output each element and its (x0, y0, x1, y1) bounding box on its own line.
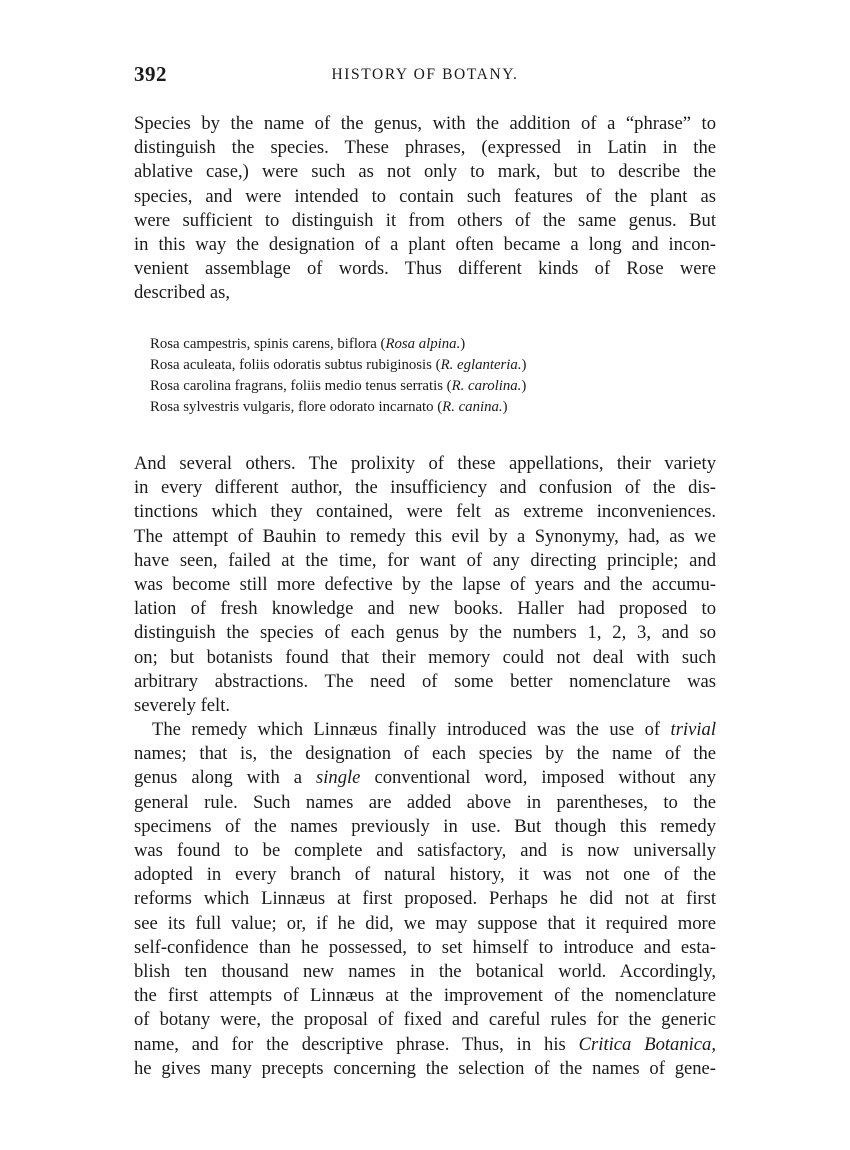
text-line: The attempt of Bauhin to remedy this evil by a Synonymy, had, as we (134, 525, 716, 547)
rose-example: Rosa sylvestris vulgaris, flore odorato incarnato (R. canina.) (150, 399, 508, 415)
rose-examples-list (150, 334, 690, 418)
running-head (134, 62, 716, 88)
rose-example: Rosa campestris, spinis carens, biflora (Rosa alpina.) (150, 336, 466, 352)
text-line: he gives many precepts concerning the selection of the names of gene- (134, 1057, 716, 1079)
text-line: distinguish the species of each genus by the numbers 1, 2, 3, and so (134, 622, 716, 644)
text-line: adopted in every branch of natural history, it was not one of the (134, 864, 716, 886)
text-line: specimens of the names previously in use. But though this remedy (134, 815, 716, 837)
text-line: in this way the designation of a plant often became a long and incon- (134, 233, 716, 255)
running-title: HISTORY OF BOTANY. (331, 66, 519, 83)
text-line: arbitrary abstractions. The need of some better nomenclature was (134, 670, 716, 692)
text-line: venient assemblage of words. Thus different kinds of Rose were (134, 258, 716, 280)
text-line: was become still more defective by the lapse of years and the accumu- (134, 573, 716, 595)
text-line: The remedy which Linnæus finally introduced was the use of trivial (152, 719, 716, 741)
text-line: distinguish the species. These phrases, (expressed in Latin in the (134, 137, 716, 159)
text-line: in every different author, the insufficiency and confusion of the dis- (134, 477, 716, 499)
text-line: self-confidence than he possessed, to set himself to introduce and esta- (134, 936, 716, 958)
rose-example: Rosa carolina fragrans, foliis medio tenus serratis (R. carolina.) (150, 378, 527, 394)
text-line: described as, (134, 282, 231, 304)
text-line: were sufficient to distinguish it from others of the same genus. But (134, 209, 716, 231)
text-line: species, and were intended to contain such features of the plant as (134, 185, 716, 207)
text-line: genus along with a single conventional word, imposed without any (134, 767, 717, 789)
paragraph-1 (134, 112, 716, 306)
text-line: severely felt. (134, 694, 231, 716)
page-number: 392 (134, 62, 167, 86)
text-line: lation of fresh knowledge and new books. Haller had proposed to (134, 598, 716, 620)
text-line: on; but botanists found that their memory could not deal with such (134, 646, 716, 668)
text-line: the first attempts of Linnæus at the improvement of the nomenclature (134, 985, 716, 1007)
text-line: blish ten thousand new names in the botanical world. Accordingly, (134, 960, 716, 982)
text-line: reforms which Linnæus at first proposed. Perhaps he did not at first (134, 888, 716, 910)
text-line: name, and for the descriptive phrase. Thus, in his Critica Botanica, (134, 1033, 716, 1055)
text-line: names; that is, the designation of each species by the name of the (134, 743, 716, 765)
text-line: of botany were, the proposal of fixed and careful rules for the generic (134, 1009, 716, 1031)
text-line: Species by the name of the genus, with the addition of a “phrase” to (134, 113, 716, 134)
text-line: tinctions which they contained, were felt as extreme inconveniences. (134, 501, 716, 523)
paragraph-2 (134, 452, 716, 1081)
text-line: have seen, failed at the time, for want of any directing principle; and (134, 549, 716, 571)
text-line: was found to be complete and satisfactory, and is now universally (134, 840, 716, 861)
text-line: see its full value; or, if he did, we may suppose that it required more (134, 912, 716, 934)
text-line: And several others. The prolixity of these appellations, their variety (134, 453, 716, 474)
rose-example: Rosa aculeata, foliis odoratis subtus rubiginosis (R. eglanteria.) (150, 357, 527, 373)
text-line: ablative case,) were such as not only to mark, but to describe the (134, 161, 716, 183)
text-line: general rule. Such names are added above in parentheses, to the (134, 791, 716, 813)
